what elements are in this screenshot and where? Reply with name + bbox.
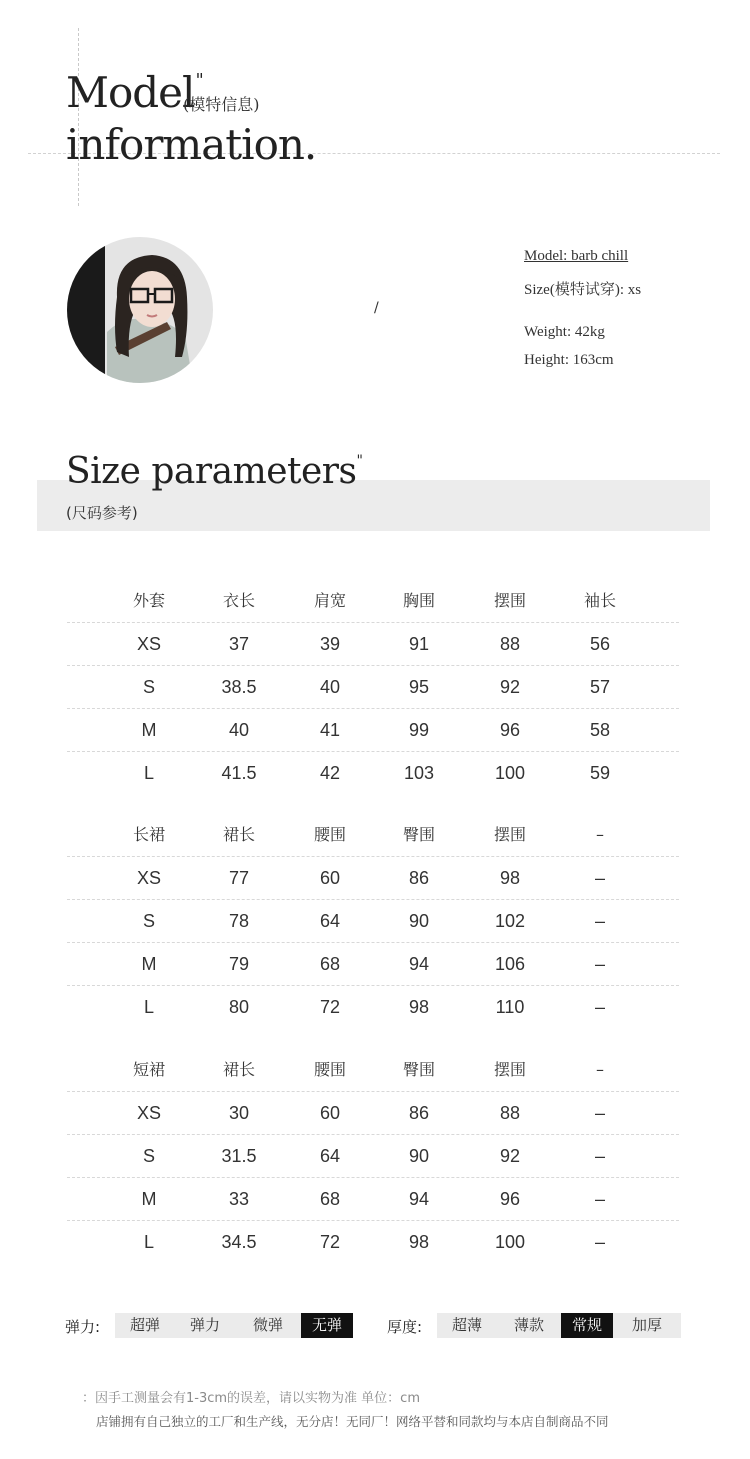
- model-title: Model": [66, 68, 203, 117]
- table-row: [67, 752, 679, 794]
- size-parameters-title: Size parameters": [66, 451, 363, 492]
- store-note: 店铺拥有自己独立的工厂和生产线，无分店！无同厂！网络平替和同款均与本店自制商品不同: [96, 1414, 609, 1429]
- table-header-cell: 腰围: [313, 825, 346, 844]
- table-cell: 38.5: [221, 677, 257, 697]
- elasticity-options: [115, 1313, 353, 1338]
- table-cell: S: [142, 1146, 155, 1166]
- table-cell: –: [594, 997, 605, 1017]
- table-header-cell: 摆围: [493, 825, 526, 844]
- thickness-option: 超薄: [451, 1316, 482, 1334]
- thickness-option: 加厚: [631, 1316, 662, 1334]
- table-cell: 90: [408, 1146, 430, 1166]
- table-cell: 94: [408, 954, 430, 974]
- table-cell: S: [142, 911, 155, 931]
- table-header-cell: –: [596, 1060, 604, 1079]
- thickness-options: [437, 1313, 681, 1338]
- table-cell: 90: [408, 911, 430, 931]
- model-size: Size(模特试穿): xs: [524, 282, 642, 298]
- table-header-cell: 衣长: [222, 591, 255, 610]
- table-header-cell: 肩宽: [313, 591, 346, 610]
- table-cell: L: [143, 1232, 154, 1252]
- table-cell: 68: [319, 954, 341, 974]
- table-cell: 78: [228, 911, 250, 931]
- table-header-cell: 摆围: [493, 591, 526, 610]
- table-header-cell: 摆围: [493, 1060, 526, 1079]
- table-cell: 96: [499, 1189, 521, 1209]
- table-row: [67, 1135, 679, 1178]
- table-row: [67, 857, 679, 900]
- model-avatar: [67, 237, 213, 383]
- table-cell: 30: [228, 1103, 250, 1123]
- table-cell: 58: [589, 720, 611, 740]
- table-cell: 98: [499, 868, 521, 888]
- table-row: [67, 1221, 679, 1263]
- table-cell: 56: [589, 634, 611, 654]
- table-cell: 40: [228, 720, 250, 740]
- table-row: [67, 709, 679, 752]
- table-header-cell: 裙长: [222, 1060, 255, 1079]
- table-cell: 79: [228, 954, 250, 974]
- table-cell: 86: [408, 868, 430, 888]
- table-cell: 88: [499, 1103, 521, 1123]
- table-header-cell: 长裙: [132, 825, 165, 844]
- table-cell: 72: [319, 997, 341, 1017]
- table-cell: 100: [494, 1232, 526, 1252]
- table-cell: 57: [589, 677, 611, 697]
- table-header-cell: 裙长: [222, 825, 255, 844]
- decorative-vertical-dashed-line: [78, 28, 79, 206]
- table-cell: 64: [319, 911, 341, 931]
- table-cell: 91: [408, 634, 430, 654]
- table-row: [67, 986, 679, 1028]
- table-row: [67, 1178, 679, 1221]
- elasticity-option: 微弹: [252, 1316, 283, 1334]
- table-cell: 98: [408, 1232, 430, 1252]
- table-header-row: [67, 1049, 679, 1092]
- table-cell: 60: [319, 1103, 341, 1123]
- table-cell: 103: [403, 763, 435, 783]
- table-cell: –: [594, 911, 605, 931]
- table-cell: –: [594, 1103, 605, 1123]
- table-cell: 59: [589, 763, 611, 783]
- table-header-cell: –: [596, 825, 604, 844]
- table-cell: 72: [319, 1232, 341, 1252]
- table-header-cell: 短裙: [132, 1060, 165, 1079]
- table-cell: L: [143, 763, 154, 783]
- table-cell: 64: [319, 1146, 341, 1166]
- model-photo-icon: [67, 237, 213, 383]
- table-cell: 31.5: [221, 1146, 257, 1166]
- table-row: [67, 666, 679, 709]
- table-cell: 98: [408, 997, 430, 1017]
- table-cell: 33: [228, 1189, 250, 1209]
- table-header-row: [67, 580, 679, 623]
- table-cell: 92: [499, 1146, 521, 1166]
- table-cell: M: [141, 720, 157, 740]
- separator-slash: /: [374, 300, 379, 316]
- table-cell: 34.5: [221, 1232, 257, 1252]
- table-cell: 39: [319, 634, 341, 654]
- table-cell: S: [142, 677, 155, 697]
- model-height: Height: 163cm: [524, 352, 614, 368]
- table-cell: 100: [494, 763, 526, 783]
- table-cell: –: [594, 954, 605, 974]
- model-title-cn: (模特信息): [183, 95, 260, 114]
- table-cell: 95: [408, 677, 430, 697]
- size-table-short-skirt: [67, 1049, 679, 1263]
- table-cell: M: [141, 1189, 157, 1209]
- table-header-cell: 臀围: [402, 1060, 435, 1079]
- table-row: [67, 900, 679, 943]
- table-row: [67, 1092, 679, 1135]
- table-header-row: [67, 814, 679, 857]
- table-header-cell: 袖长: [583, 591, 616, 610]
- size-table-jacket: [67, 580, 679, 794]
- elasticity-option: 弹力: [189, 1316, 220, 1334]
- table-cell: 99: [408, 720, 430, 740]
- table-header-cell: 腰围: [313, 1060, 346, 1079]
- table-cell: 96: [499, 720, 521, 740]
- title-mark: ": [195, 70, 203, 91]
- table-cell: 42: [319, 763, 341, 783]
- table-cell: 68: [319, 1189, 341, 1209]
- table-cell: XS: [136, 868, 161, 888]
- table-row: [67, 623, 679, 666]
- information-title: information.: [66, 120, 317, 169]
- table-cell: 94: [408, 1189, 430, 1209]
- table-header-cell: 臀围: [402, 825, 435, 844]
- thickness-label: 厚度:: [387, 1318, 423, 1336]
- table-cell: XS: [136, 1103, 161, 1123]
- size-table-long-skirt: [67, 814, 679, 1028]
- measurement-note: ：因手工测量会有1-3cm的误差，请以实物为准 单位：cm: [82, 1391, 420, 1406]
- table-cell: –: [594, 868, 605, 888]
- model-weight: Weight: 42kg: [524, 324, 605, 340]
- table-cell: 102: [494, 911, 526, 931]
- elasticity-option: 超弹: [129, 1316, 160, 1334]
- table-cell: –: [594, 1189, 605, 1209]
- table-header-cell: 外套: [132, 591, 165, 610]
- table-cell: 92: [499, 677, 521, 697]
- model-name: Model: barb chill: [524, 248, 629, 264]
- table-cell: 77: [228, 868, 250, 888]
- thickness-option: 薄款: [513, 1316, 544, 1334]
- size-parameters-subtitle: (尺码参考): [66, 504, 138, 522]
- table-cell: 41: [319, 720, 341, 740]
- table-cell: XS: [136, 634, 161, 654]
- table-cell: –: [594, 1146, 605, 1166]
- elasticity-option-selected: 无弹: [301, 1313, 353, 1338]
- table-cell: 41.5: [221, 763, 257, 783]
- table-header-cell: 胸围: [402, 591, 435, 610]
- table-cell: 37: [228, 634, 250, 654]
- table-cell: 106: [494, 954, 526, 974]
- elasticity-label: 弹力:: [65, 1318, 101, 1336]
- table-cell: 80: [228, 997, 250, 1017]
- table-cell: 88: [499, 634, 521, 654]
- size-title-mark: ": [356, 453, 363, 469]
- table-cell: –: [594, 1232, 605, 1252]
- thickness-option-selected: 常规: [561, 1313, 613, 1338]
- table-cell: 110: [495, 997, 525, 1017]
- table-cell: 40: [319, 677, 341, 697]
- table-cell: M: [141, 954, 157, 974]
- table-row: [67, 943, 679, 986]
- table-cell: 86: [408, 1103, 430, 1123]
- table-cell: 60: [319, 868, 341, 888]
- table-cell: L: [143, 997, 154, 1017]
